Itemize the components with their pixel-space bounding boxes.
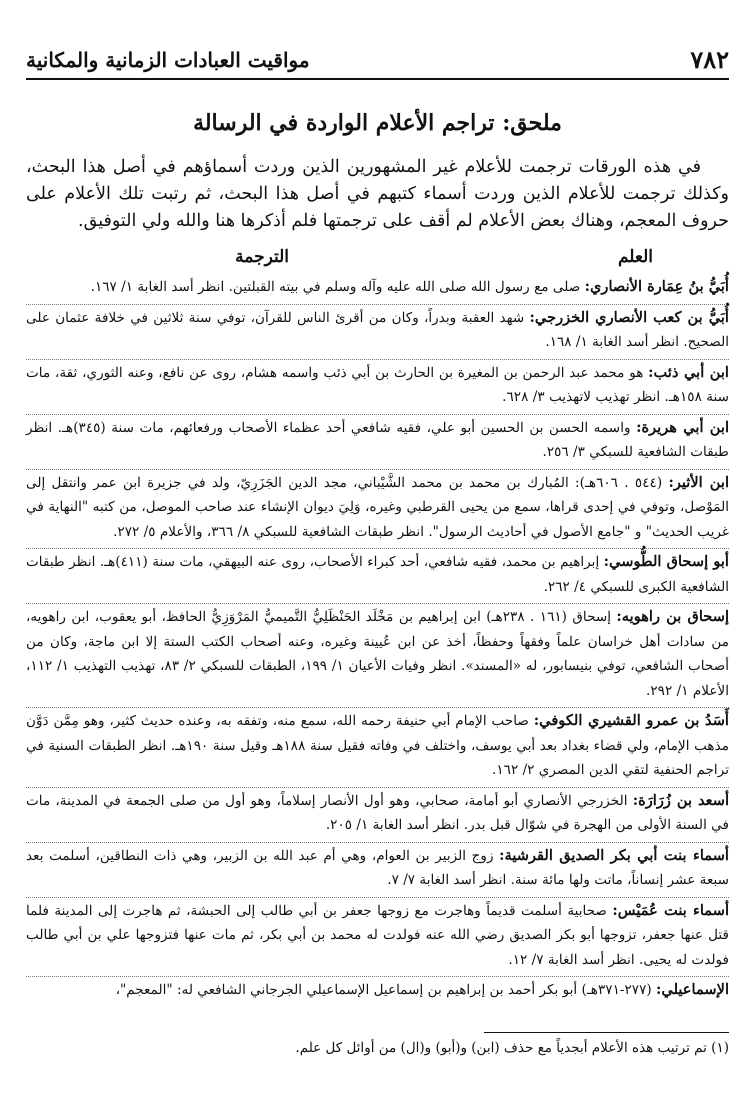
biography-entry — [26, 788, 729, 843]
intro-paragraph — [26, 154, 729, 235]
biography-entry — [26, 977, 729, 1007]
footnote: (١) تم ترتيب هذه الأعلام أبجدياً مع حذف (ابن) و(أبو) و(ال) من أوائل كل علم. — [295, 1040, 729, 1056]
entry-text: إسحاق (١٦١ . ٢٣٨هـ) ابن إبراهيم بن مَخْلَد الحَنْظَلِيُّ التَّميميُّ المَرْوَزِيُّ الحافظ، أبو يعقوب، ابن راهويه، من سادات أهل خراسان علماً وفقهاً وحفظاً، أخذ عن ابن عُيينة وغيره، وعنه أصحاب الكتب الستة إلا ابن ماجة، وكان من أصحاب الشافعي، توفي بنيسابور، له «المسند». انظر وفيات الأعيان ١/ ١٩٩، الطبقات للسبكي ٢/ ٨٣، تهذيب التهذيب ١/ ١١٢، الأعلام ١/ ٢٩٢. — [26, 609, 730, 699]
page-header — [26, 38, 729, 80]
entry-name: ابن الأثير: — [668, 473, 730, 491]
entry-text: (٥٤٤ . ٦٠٦هـ): المُبارك بن محمد بن محمد الشَّيْباني، مجد الدين الجَزَرِيّ، ولد في جزيرة ابن عمر وانتقل إلى المَوْصل، وتوفي في إحدى قراها، سمع من يحيى القرطبي وغيره، وَلِيَ ديوان الإنشاء عند صاحب الموصل، من كتبه "النهاية في غريب الحديث" و "جامع الأصول في أحاديث الرسول". انظر طبقات الشافعية للسبكي ٨/ ٣٦٦، والأعلام ٥/ ٢٧٢. — [26, 474, 729, 540]
entry-text: واسمه الحسن بن الحسين أبو علي، فقيه شافعي أحد عظماء الأصحاب ورفعائهم، مات سنة (٣٤٥)هـ. انظر طبقات الشافعية للسبكي ٣/ ٢٥٦. — [26, 419, 729, 460]
biography-entry — [26, 415, 729, 470]
biography-entry — [26, 305, 729, 360]
biography-entry — [26, 360, 729, 415]
entry-name: أُبَيُّ بن كعب الأنصاري الخزرجي: — [529, 308, 729, 326]
biography-entry — [26, 549, 729, 604]
entry-text: صاحب الإمام أبي حنيفة رحمه الله، سمع منه، وتفقه به، وعنده حديث كثير، وهو مِمَّن دَوَّن مذهب الإمام، ولي قضاء بغداد بعد أبي يوسف، واختلف في وفاته فقيل سنة ١٨٨هـ وقيل سنة ١٩٠هـ. انظر الطبقات السنية في تراجم الحنفية لتقي الدين المصري ٢/ ١٦٢. — [26, 713, 729, 778]
column-header-tarjama: الترجمة — [235, 247, 289, 267]
entry-name: أُبَيُّ بنُ عِمَارة الأنصاري: — [584, 278, 729, 295]
entry-text: الخزرجي الأنصاري أبو أمامة، صحابي، وهو أول الأنصار إسلاماً، وهو أول من صلى الجمعة في المدينة، مات في السنة الأولى من الهجرة في شوّال قبل بدر. انظر أسد الغابة ١/ ٢٠٥. — [26, 792, 729, 833]
entry-text: هو محمد عبد الرحمن بن المغيرة بن الحارث بن أبي ذئب واسمه هشام، روى عن نافع، وعنه الثوري، ثقة، مات سنة ١٥٨هـ. انظر تهذيب لاتهذيب ٣/ ٦٢٨. — [26, 364, 729, 405]
biography-entries — [26, 274, 729, 1007]
column-headers — [26, 247, 729, 271]
biography-entry — [26, 843, 729, 898]
entry-text: صحابية أسلمت قديماً وهاجرت مع زوجها جعفر بن أبي طالب إلى الحبشة، ثم هاجرت إلى المدينة فلما قتل عنها جعفر، تزوجها أبو بكر الصديق رضي الله عنه فولدت له محمد بن أبي بكر، ثم مات عنها فتزوجها علي بن أبي طالب فولدت له يحيى. انظر أسد الغابة ٧/ ١٢. — [26, 902, 729, 968]
entry-text: صلى مع رسول الله صلى الله عليه وآله وسلم في بيته القبلتين. انظر أسد الغابة ١/ ١٦٧. — [90, 279, 585, 295]
entry-text: إبراهيم بن محمد، فقيه شافعي، أحد كبراء الأصحاب، روى عنه البيهقي، مات سنة (٤١١)هـ. انظر طبقات الشافعية الكبرى للسبكي ٤/ ٢٦٢. — [26, 554, 729, 595]
column-header-alam: العلم — [617, 247, 653, 267]
entry-name: أسعد بن زُرَارَة: — [632, 791, 729, 809]
page-number: ٧٨٢ — [690, 45, 729, 74]
biography-entry — [26, 470, 729, 550]
entry-text: (٢٧٧-٣٧١هـ) أبو بكر أحمد بن إبراهيم بن إسماعيل الإسماعيلي الجرجاني الشافعي له: "المعجم"، — [115, 982, 657, 998]
entry-name: ابن أبي هريرة: — [636, 418, 730, 436]
entry-text: شهد العقبة وبدراً، وكان من أقرئ الناس للقرآن، توفي سنة ثلاثين في خلافة عثمان على الصحيح. انظر أسد الغابة ١/ ١٦٨. — [26, 309, 729, 350]
entry-text: زوج الزبير بن العوام، وهي أم عبد الله بن الزبير، وهي ذات النطاقين، أسلمت بعد سبعة عشر إنساناً، ماتت ولها مائة سنة. انظر أسد الغابة ٧/ ٧. — [26, 847, 729, 888]
entry-name: أسماء بنت عُمَيْس: — [612, 901, 729, 919]
intro-text: في هذه الورقات ترجمت للأعلام غير المشهورين الذين وردت أسماؤهم في أصل هذا البحث، وكذلك ترجمت للأعلام الذين وردت أسماء كتبهم في أصل هذا البحث، ثم رتبت تلك الأعلام على حروف المعجم، وهناك بعض الأعلام لم أقف على ترجمتها فلم أذكرها هنا والله ولي التوفيق. — [26, 157, 729, 231]
entry-name: إسحاق بن راهويه: — [616, 608, 730, 625]
entry-name: أَسَدُ بن عمرو القشيري الكوفي: — [533, 712, 729, 729]
biography-entry — [26, 604, 729, 708]
biography-entry — [26, 898, 729, 978]
appendix-heading: ملحق: تراجم الأعلام الواردة في الرسالة — [193, 110, 562, 136]
running-title: مواقيت العبادات الزمانية والمكانية — [26, 48, 310, 72]
entry-name: أبو إسحاق الطُّوسي: — [603, 553, 729, 570]
entry-name: الإسماعيلي: — [656, 981, 729, 998]
entry-name: ابن أبي ذئب: — [648, 363, 729, 381]
biography-entry — [26, 274, 729, 305]
biography-entry — [26, 708, 729, 788]
footnote-divider — [484, 1032, 729, 1033]
entry-name: أسماء بنت أبي بكر الصديق القرشية: — [499, 846, 729, 864]
